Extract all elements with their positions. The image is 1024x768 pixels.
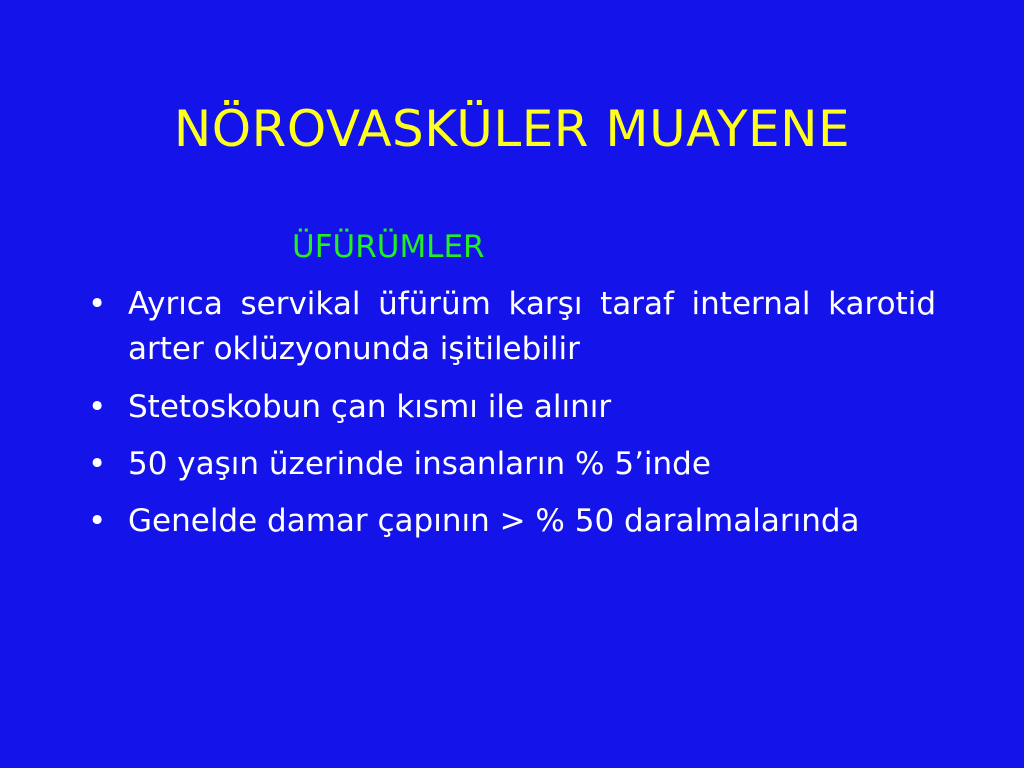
bullet-item-3 — [88, 442, 936, 487]
bullet-icon: • — [88, 389, 107, 425]
bullet-item-1 — [88, 282, 936, 372]
bullet-icon: • — [88, 286, 107, 322]
bullet-text: 50 yaşın üzerinde insanların % 5’inde — [128, 446, 711, 482]
bullet-list — [88, 282, 936, 557]
bullet-item-4 — [88, 499, 936, 544]
bullet-text: Genelde damar çapının > % 50 daralmalarında — [128, 503, 860, 539]
bullet-icon: • — [88, 446, 107, 482]
bullet-item-2 — [88, 385, 936, 430]
slide-subheading: ÜFÜRÜMLER — [292, 229, 485, 265]
slide-title: NÖROVASKÜLER MUAYENE — [173, 100, 851, 158]
bullet-text: Stetoskobun çan kısmı ile alınır — [128, 389, 612, 425]
bullet-icon: • — [88, 503, 107, 539]
bullet-text: Ayrıca servikal üfürüm karşı taraf internal karotid arter oklüzyonunda işitilebilir — [128, 286, 936, 367]
